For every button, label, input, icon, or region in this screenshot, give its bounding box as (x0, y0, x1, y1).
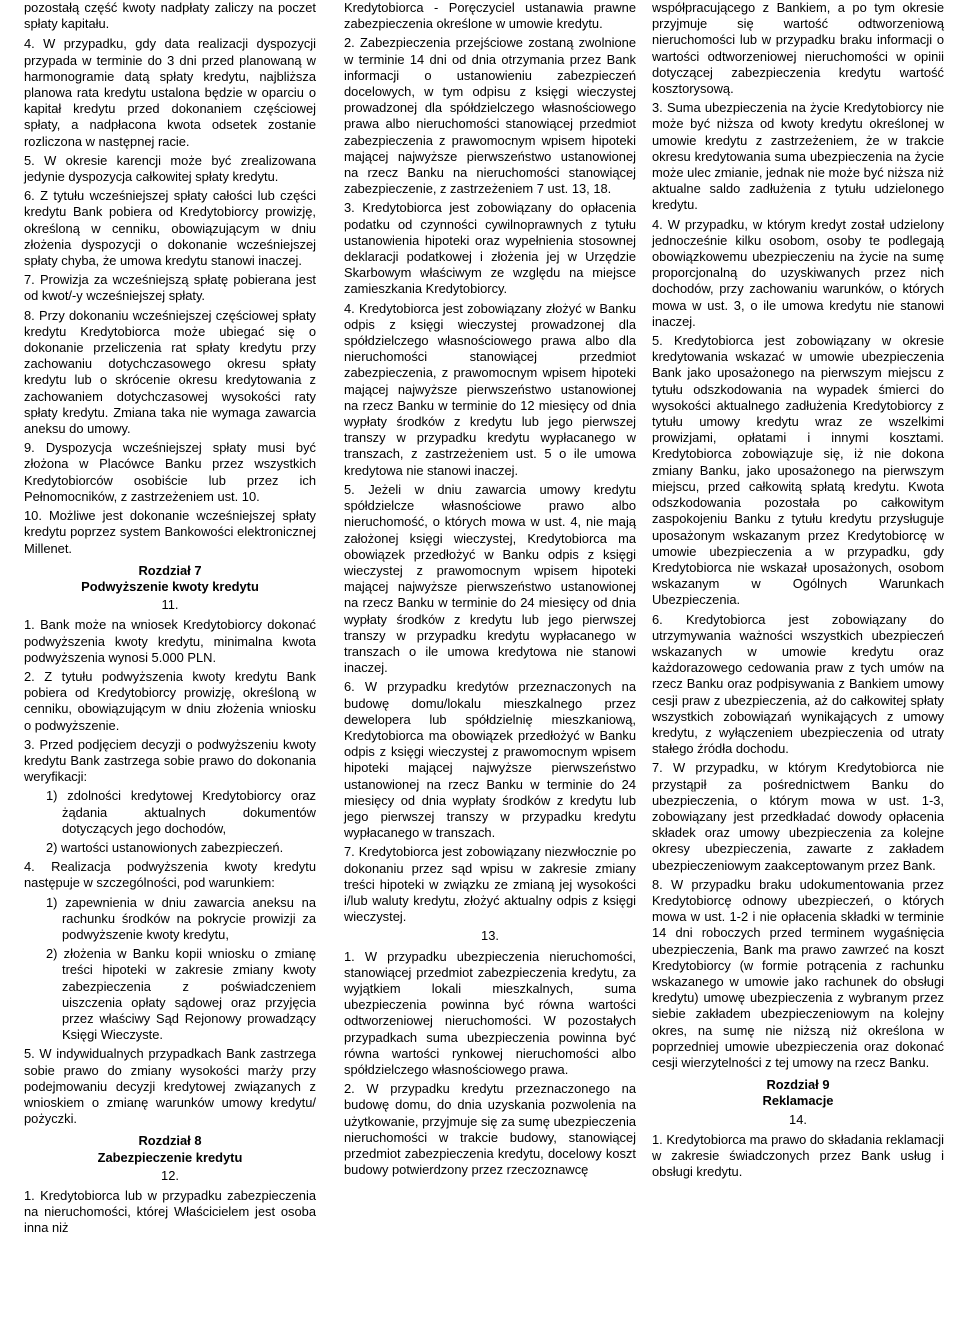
paragraph: 9. Dyspozycja wcześniejszej spłaty musi być złożona w Placówce Banku przez wszystkich Kredytobiorców osobiście lub przez ich Pełnomocników, z zastrzeżeniem ust. 10. (24, 440, 316, 504)
paragraph: Kredytobiorca - Poręczyciel ustanawia prawne zabezpieczenia określone w umowie kredytu. (344, 0, 636, 32)
paragraph: 1. Bank może na wniosek Kredytobiorcy dokonać podwyższenia kwoty kredytu, minimalna kwota podwyższenia wynosi 5.000 PLN. (24, 617, 316, 665)
paragraph: współpracującego z Bankiem, a po tym okresie przyjmuje się wartość odtworzeniową nieruchomości lub w przypadku braku informacji o wartości odtworzeniowej nieruchomości w opinii dotyczącej zabezpieczenia kredytu wartość kosztorysową. (652, 0, 944, 97)
paragraph-number: 14. (789, 1111, 807, 1127)
section-subtitle: Reklamacje (762, 1093, 834, 1109)
paragraph-number: 13. (481, 928, 499, 944)
paragraph: 6. W przypadku kredytów przeznaczonych na budowę domu/lokalu mieszkalnego przez dewelopera lub spółdzielnię mieszkaniową, Kredytobiorca ma obowiązek przedłożyć w Banku odpis z księgi wieczystej z prawomocnym wpisem hipoteki mającej najwyższe pierwszeństwo ustanowionej na rzecz Banku w terminie do 24 miesięcy od dnia wypłaty środków z kredytu lub jego pierwszej transzy w przypadku kredytu wypłacanego w transzach. (344, 679, 636, 841)
sub-item: 2) wartości ustanowionych zabezpieczeń. (46, 839, 284, 855)
paragraph: 5. Jeżeli w dniu zawarcia umowy kredytu spółdzielcze własnościowe prawo albo nieruchomość, o których mowa w ust. 4, nie mają założonej księgi wieczystej, Kredytobiorca ma obowiązek przedłożyć w Banku odpis z księgi wieczystej z prawomocnym wpisem hipoteki mającej najwyższe pierwszeństwo ustanowionej na rzecz Banku w terminie do 24 miesięcy od dnia wypłaty środków z kredytu lub jego pierwszej transzy w przypadku kredytu wypłacanego w transzach o ile umowa kredytowa nie stanowi inaczej. (344, 481, 636, 676)
paragraph: 1. Kredytobiorca lub w przypadku zabezpieczenia na nieruchomości, której Właścicielem jest osoba inna niż (24, 1188, 316, 1236)
paragraph: 7. Prowizja za wcześniejszą spłatę pobierana jest od kwot/-y wcześniejszej spłaty. (24, 272, 316, 304)
paragraph: 8. W przypadku braku udokumentowania przez Kredytobiorcę odnowy ubezpieczeń, o których mowa w ust. 1-2 i nie opłacenia składki w terminie 14 dni roboczych przed terminem wygaśnięcia ubezpieczenia, Bank ma prawo zawrzeć na koszt Kredytobiorcy (w formie potrącenia z rachunku wskazanego w umowie jako rachunek do obsługi kredytu) umowę ubezpieczenia z wybranym przez siebie zakładem ubezpieczeniowym na kolejny okres, na sumę nie niższą niż określona w poprzedniej umowie ubezpieczenia oraz dokonać cesji wierzytelności z tej umowy na rzecz Banku. (652, 876, 944, 1070)
paragraph: 1. Kredytobiorca ma prawo do składania reklamacji w zakresie świadczonych przez Bank usług i obsługi kredytu. (652, 1131, 944, 1180)
paragraph: 10. Możliwe jest dokonanie wcześniejszej spłaty kredytu poprzez system Bankowości elektronicznej Millenet. (24, 508, 316, 556)
column-middle (344, 0, 636, 1181)
paragraph: 5. Kredytobiorca jest zobowiązany w okresie kredytowania wskazać w umowie ubezpieczenia Bank jako uposażonego na pierwszym miejscu z tytułu odszkodowania na wypadek śmierci do wysokości aktualnego zadłużenia Kredytobiorcy z tytułu umowy kredytu wraz ze wszelkimi prowizjami, opłatami i innymi kosztami. Kredytobiorca zobowiązuje się, iż nie dokona zmiany Banku, jako uposażonego na pierwszym miejscu, przed całkowitą spłatą kredytu. Kwota odszkodowania pozostała po całkowitym zaspokojeniu Banku z tytułu kredytu przysługuje uposażonym wskazanym przez Kredytobiorcę w umowie ubezpieczenia a w przypadku, gdy Kredytobiorca nie wskazał uposażonych, osobom wskazanym w Ogólnych Warunkach Ubezpieczenia. (652, 333, 944, 608)
sub-item: 2) złożenia w Banku kopii wniosku o zmianę treści hipoteki w zakresie zmiany kwoty zabezpieczenia z poświadczeniem uiszczenia opłaty sądowej oraz przyjęcia przez właściwy Sąd Rejonowy prowadzący Księgi Wieczyste. (46, 946, 316, 1043)
paragraph: 3. Kredytobiorca jest zobowiązany do opłacenia podatku od czynności cywilnoprawnych z tytułu ustanowienia hipoteki oraz wypełnienia stosownej deklaracji podatkowej i złożenia jej w Urzędzie Skarbowym właściwym ze względu na miejsce zamieszkania Kredytobiorcy. (344, 200, 636, 297)
paragraph: 6. Kredytobiorca jest zobowiązany do utrzymywania ważności wszystkich ubezpieczeń wskazanych w umowie kredytu oraz każdorazowego cedowania praw z tych umów na rzecz Banku oraz podpisywania z Bankiem umowy cesji praw z ubezpieczenia, aż do całkowitej spłaty wszystkich zobowiązań wynikających z umowy kredytu, z wyłączeniem ubezpieczenia od utraty stałego źródła dochodu. (652, 611, 944, 757)
paragraph: 1. W przypadku ubezpieczenia nieruchomości, stanowiącej przedmiot zabezpieczenia kredytu, za wyjątkiem lokali mieszkalnych, suma ubezpieczenia powinna być równa wartości odtworzeniowej nieruchomości. W pozostałych przypadkach suma ubezpieczenia powinna być równa wartości rynkowej nieruchomości albo spółdzielczego własnościowego prawa. (344, 948, 636, 1077)
section-subtitle: Podwyższenie kwoty kredytu (81, 578, 259, 594)
paragraph: 5. W indywidualnych przypadkach Bank zastrzega sobie prawo do zmiany wysokości marży przy podejmowaniu decyzji kredytowej związanych z wnioskiem o zmianę warunków umowy kredytu/ pożyczki. (24, 1046, 316, 1127)
paragraph-number: 12. (161, 1167, 179, 1183)
paragraph: 4. W przypadku, gdy data realizacji dyspozycji przypada w terminie do 3 dni przed planowaną w harmonogramie datą spłaty kredytu, najbliższa planowa rata kredytu ustalona będzie w oparciu o kapitał kredytu przed dokonaniem częściowej spłaty, a nadpłacona kwota odsetek zostanie rozliczona w następnej racie. (24, 36, 316, 149)
sub-item: 1) zdolności kredytowej Kredytobiorcy oraz żądania aktualnych dokumentów dotyczących jego dochodów, (46, 788, 316, 836)
paragraph: 2. Z tytułu podwyższenia kwoty kredytu Bank pobiera od Kredytobiorcy prowizję, określoną w cenniku, obowiązującym w dniu złożenia wniosku o podwyższenie. (24, 668, 316, 733)
sub-item: 1) zapewnienia w dniu zawarcia aneksu na rachunku środków na pokrycie prowizji za podwyższenie kwoty kredytu, (46, 894, 316, 942)
paragraph: 6. Z tytułu wcześniejszej spłaty całości lub części kredytu Bank pobiera od Kredytobiorcy prowizję, określoną w cenniku, obowiązującym w dniu złożenia dyspozycji o dokonanie wcześniejszej spłaty chyba, że umowa kredytu stanowi inaczej. (24, 188, 316, 269)
section-title: Rozdział 7 (138, 562, 202, 578)
paragraph: 4. W przypadku, w którym kredyt został udzielony jednocześnie kilku osobom, osoby te podlegają obowiązkowemu ubezpieczeniu na życie na sumę proporcjonalną do uzyskiwanych przez nich dochodów, przy zachowaniu warunków, o których mowa w ust. 3, o ile umowa kredytu nie stanowi inaczej. (652, 216, 944, 329)
paragraph: 3. Przed podjęciem decyzji o podwyższeniu kwoty kredytu Bank zastrzega sobie prawo do dokonania weryfikacji: (24, 736, 316, 785)
paragraph: 2. W przypadku kredytu przeznaczonego na budowę domu, do dnia uzyskania pozwolenia na użytkowanie, przyjmuje się za sumę ubezpieczenia nieruchomości w trakcie budowy, stanowiącej przedmiot zabezpieczenia kredytu, docelowy koszt budowy potwierdzony przez rzeczoznawcę (344, 1081, 636, 1178)
paragraph: 3. Suma ubezpieczenia na życie Kredytobiorcy nie może być niższa od kwoty kredytu określonej w umowie kredytu z zastrzeżeniem, że w trakcie okresu kredytowania suma ubezpieczenia na życie może ulec zmianie, jednak nie może być niższa niż aktualne saldo zadłużenia z tytułu udzielonego kredytu. (652, 100, 944, 213)
paragraph: 4. Kredytobiorca jest zobowiązany złożyć w Banku odpis z księgi wieczystej prowadzonej dla spółdzielczego własnościowego prawa albo dla nieruchomości stanowiącej przedmiot zabezpieczenia, z prawomocnym wpisem hipoteki mającej najwyższe pierwszeństwo ustanowionej na rzecz Banku w terminie do 12 miesięcy od dnia wypłaty środków z kredytu lub jego pierwszej transzy w przypadku kredytu wypłacanego w transzach, z zastrzeżeniem ust. 5 o ile umowa kredytowa nie stanowi inaczej. (344, 300, 636, 478)
paragraph: 7. W przypadku, w którym Kredytobiorca nie przystąpił za pośrednictwem Banku do ubezpieczenia, o którym mowa w ust. 1-3, zobowiązany jest przedkładać dowody opłacenia składek oraz umowy ubezpieczenia za kolejne okresy ubezpieczenia, zawarte z zakładem ubezpieczeniowym zaakceptowanym przez Bank. (652, 760, 944, 873)
paragraph: 5. W okresie karencji może być zrealizowana jedynie dyspozycja całkowitej spłaty kredytu. (24, 152, 316, 185)
column-left (24, 0, 316, 1240)
paragraph-number: 11. (161, 597, 179, 613)
paragraph: pozostałą część kwoty nadpłaty zaliczy na poczet spłaty kapitału. (24, 0, 316, 32)
section-title: Rozdział 9 (766, 1077, 830, 1093)
paragraph: 2. Zabezpieczenia przejściowe zostaną zwolnione w terminie 14 dni od dnia otrzymania przez Bank informacji o ustanowieniu zabezpieczeń docelowych, w tym odpisu z księgi wieczystej prowadzonej dla spółdzielczego własnościowego prawa albo nieruchomości stanowiącej przedmiot zabezpieczenia z prawomocnym wpisem hipoteki mającej najwyższe pierwszeństwo ustanowionej na rzecz Banku na nieruchomości stanowiącej zabezpieczenie, z zastrzeżeniem 7 ust. 13, 18. (344, 35, 636, 197)
paragraph: 8. Przy dokonaniu wcześniejszej częściowej spłaty kredytu Kredytobiorca może ubiegać się o dokonanie przeliczenia rat spłaty kredytu przy zachowaniu dotychczasowego okresu spłaty kredytu lub o skrócenie okresu kredytowania z zachowaniem dotychczasowej wysokości raty spłaty kredytu. Zmiana taka nie wymaga zawarcia aneksu do umowy. (24, 307, 316, 437)
column-right (652, 0, 944, 1183)
paragraph: 4. Realizacja podwyższenia kwoty kredytu następuje w szczególności, pod warunkiem: (24, 859, 316, 891)
section-title: Rozdział 8 (138, 1133, 202, 1149)
section-subtitle: Zabezpieczenie kredytu (97, 1149, 243, 1165)
paragraph: 7. Kredytobiorca jest zobowiązany niezwłocznie po dokonaniu przez sąd wpisu w zakresie zmiany treści hipoteki w związku ze zmianą jej wysokości i/lub waluty kredytu, złożyć aktualny odpis z księgi wieczystej. (344, 844, 636, 925)
